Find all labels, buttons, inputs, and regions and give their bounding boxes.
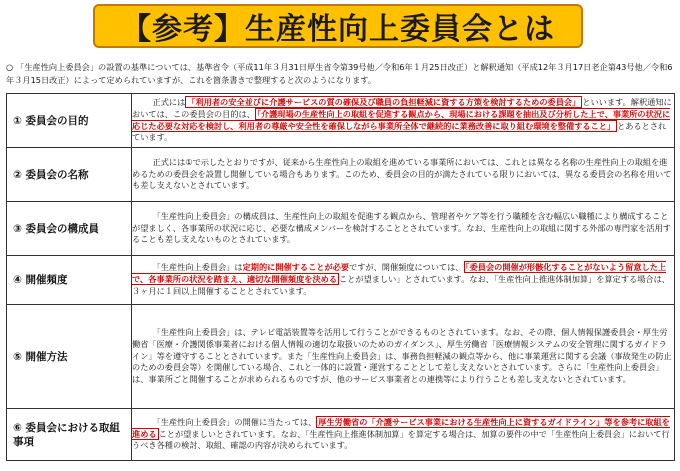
row-label: ⑤ 開催方法 bbox=[13, 350, 68, 363]
highlighted-phrase: 「利用者の安全並びに介護サービスの質の確保及び職員の負担軽減に資する方策を検討するための委員会」 bbox=[187, 96, 581, 107]
emphasized-phrase: 定期的に開催することが必要 bbox=[242, 262, 350, 273]
text-segment: 正式には bbox=[152, 96, 186, 107]
intro-text: 「生産性向上委員会」の設置の基準については、基準省令（平成11年３月31日厚生省令第39号他／令和6年１月25日改正）と解釈通知（平成12年３月17日老企第43号他／令和6年３月15日改正）によって定められていますが、これを箇条書きで整理すると次のようになります。 bbox=[6, 62, 673, 85]
text-segment: ことが望ましいとされています。なお、「生産性向上推進体制加算」を算定する場合は、加算の要件の中で「生産性向上委員会」において行うべき各種の検討、取組、確認の内容が決められています。 bbox=[132, 428, 670, 451]
row-description-cell bbox=[132, 94, 675, 148]
highlighted-phrase: 「介護現場の生産性向上の取組を促進する観点から、現場における課題を抽出及び分析した上で、事業所の状況に応じた必要な対応を検討し、利用者の尊厳や安全性を確保しながら事業所全体で継続的に業務改善に取り組む環境を整備すること」 bbox=[132, 108, 671, 131]
row-label: ⑥ 委員会における取組事項 bbox=[13, 421, 121, 448]
row-label: ④ 開催頻度 bbox=[13, 274, 68, 286]
text-segment: とあるとされています。 bbox=[132, 120, 667, 143]
table-row bbox=[7, 305, 675, 409]
row-description-cell bbox=[132, 409, 675, 461]
row-label: ③ 委員会の構成員 bbox=[13, 222, 100, 235]
table-row bbox=[7, 202, 675, 256]
table-row bbox=[7, 94, 675, 148]
row-description bbox=[132, 211, 674, 246]
text-segment: 「生産性向上委員会」の開催に当たっては、 bbox=[152, 416, 317, 427]
text-segment: 「生産性向上委員会」は bbox=[152, 262, 243, 273]
row-label: ① 委員会の目的 bbox=[13, 114, 89, 127]
row-description bbox=[132, 157, 674, 192]
text-segment: 正式には①で示したとおりですが、従来から生産性向上の取組を進めている事業所においては、これとは異なる名称の生産性向上の取組を進めるための委員会を設置し開催している場合もあります。このため、委員会の目的が満たされている限りにおいては、異なる委員会の名称を用いても差し支えないとされています。 bbox=[132, 156, 672, 191]
intro-paragraph bbox=[6, 61, 674, 87]
text-segment: 「生産性向上委員会」の構成員は、生産性向上の取組を促進する観点から、管理者やケア等を行う職種を含む幅広い職種により構成することが望ましく、各事業所の状況に応じ、必要な構成メンバーを検討することとされています。なお、生産性向上の取組に関する外部の専門家を活用することも差し支えないものとされています。 bbox=[132, 210, 671, 245]
text-segment: 「生産性向上委員会」は、テレビ電話装置等を活用して行うことができるものとされています。なお、その際、個人情報保護委員会・厚生労働省「医療・介護関係事業者における個人情報の適切な取扱いのためのガイダンス」、厚生労働省「医療情報システムの安全管理に関するガイドライン」等を遵守することとされています。また「生産性向上委員会」は、事務負担軽減の観点等から、他に事業運営に関する会議（事故発生の防止のための委員会等）を開催している場合、これと一体的に設置・運営することとして差し支えないとされています。さらに「生産性向上委員会」は、事業所ごと開催することが求められるものですが、他のサービス事業者との連携等により行うことも差し支えないとされています。 bbox=[132, 327, 672, 385]
row-label-cell bbox=[7, 256, 132, 305]
row-description-cell bbox=[132, 305, 675, 409]
text-segment: ですが、開催頻度については、 bbox=[349, 262, 464, 273]
row-label-cell bbox=[7, 409, 132, 461]
title-banner bbox=[93, 4, 583, 48]
row-description-cell bbox=[132, 148, 675, 202]
row-description-cell bbox=[132, 202, 675, 256]
highlighted-phrase: 「委員会の開催が形骸化することがないよう留意した上で、各事業所の状況を踏まえ、適切な開催頻度を決める bbox=[132, 262, 667, 285]
table-row bbox=[7, 256, 675, 305]
criteria-table bbox=[6, 93, 675, 461]
text-segment: といいます。解釈通知においては、この委員会の目的は、 bbox=[132, 96, 672, 119]
row-label-cell bbox=[7, 305, 132, 409]
page-title: 【参考】生産性向上委員会とは bbox=[121, 12, 555, 47]
row-description bbox=[132, 327, 674, 386]
row-description bbox=[132, 262, 674, 297]
row-label-cell bbox=[7, 94, 132, 148]
text-segment: ことが望ましい」とされています。なお、「生産性向上推進体制加算」を算定する場合は、３ヶ月に１回以上開催することとされています。 bbox=[132, 274, 670, 296]
table-row bbox=[7, 409, 675, 461]
row-label: ② 委員会の名称 bbox=[13, 168, 89, 181]
row-label-cell bbox=[7, 202, 132, 256]
table-row bbox=[7, 148, 675, 202]
row-description-cell bbox=[132, 256, 675, 305]
row-description bbox=[132, 417, 674, 452]
row-description bbox=[132, 97, 674, 144]
row-label-cell bbox=[7, 148, 132, 202]
highlighted-phrase: 厚生労働省の「介護サービス事業における生産性向上に資するガイドライン」等を参考に取組を進める bbox=[132, 416, 670, 439]
bullet-icon: ○ bbox=[6, 62, 14, 72]
